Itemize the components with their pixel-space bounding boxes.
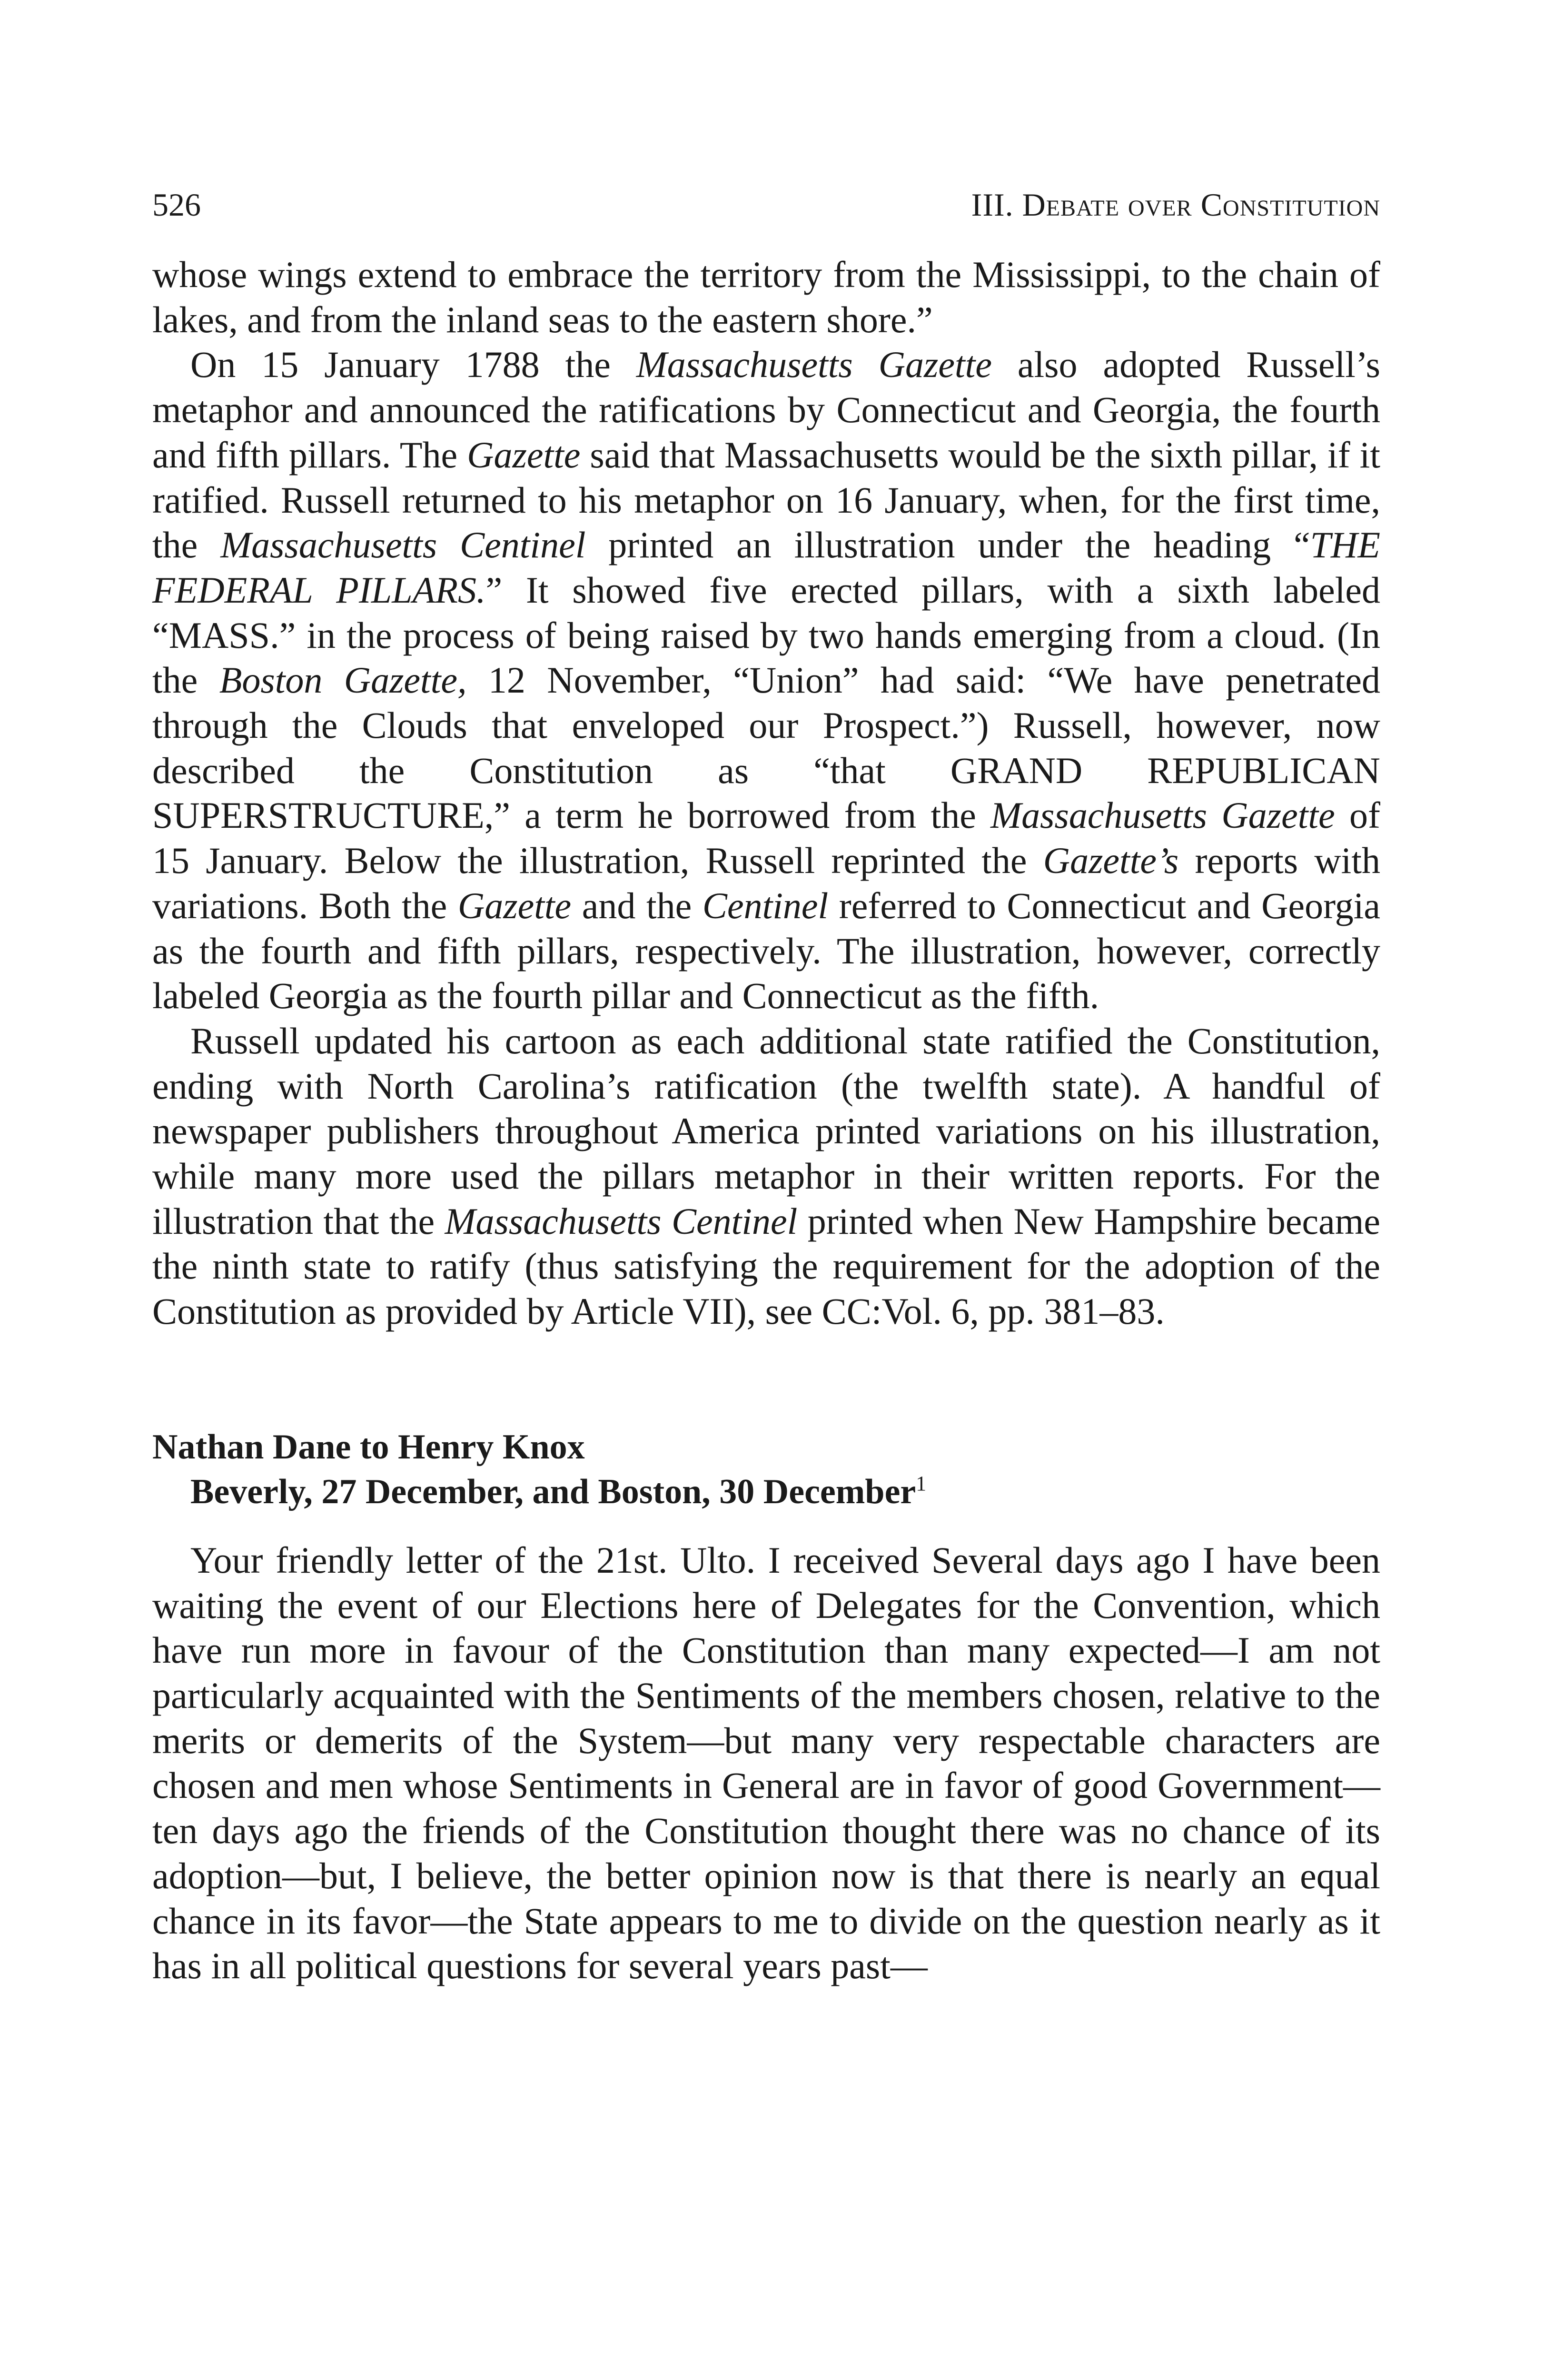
- paragraph-cartoon-updates: Russell updated his cartoon as each additional state ratified the Constitution, ending with North Carolina’s ratification (the twelfth state). A handful of newspaper publishers throughout America printed variations on his illustration, while many more used the pillars metaphor in their written reports. For the illustration that the Massachusetts Centinel printed when New Hampshire became the ninth state to ratify (thus satisfying the requirement for the adoption of the Constitution as provided by Article VII), see CC:Vol. 6, pp. 381–83.: [152, 1020, 1380, 1332]
- footnote-marker: 1: [916, 1471, 927, 1495]
- letter-paragraph: Your friendly letter of the 21st. Ulto. I received Several days ago I have been waiting the event of our Elections here of Delegates for the Convention, which have run more in favour of the Constitution than many expected—I am not particularly acquainted with the Sentiments of the members chosen, relative to the merits or demerits of the System—but many very respectable characters are chosen and men whose Sentiments in General are in favor of good Government—ten days ago the friends of the Constitution thought there was no chance of its adoption—but, I believe, the better opinion now is that there is nearly an equal chance in its favor—the State appears to me to divide on the question nearly as it has in all political questions for several years past—: [152, 1539, 1380, 1987]
- letter-heading-title: Nathan Dane to Henry Knox: [152, 1427, 585, 1467]
- paragraph-continued: whose wings extend to embrace the territory from the Mississippi, to the chain of lakes, and from the inland seas to the eastern shore.”: [152, 254, 1380, 340]
- page-number: 526: [152, 187, 201, 223]
- running-head: [152, 183, 1380, 226]
- commentary-text: [152, 252, 1380, 1334]
- book-page: [152, 183, 1380, 1989]
- letter-heading-dateline: Beverly, 27 December, and Boston, 30 December$^1$: [190, 1471, 927, 1511]
- letter-heading: [152, 1425, 1380, 1514]
- running-head-title: III. Debate over Constitution: [971, 187, 1380, 223]
- paragraph-pillars: On 15 January 1788 the Massachusetts Gazette also adopted Russell’s metaphor and announced the ratifications by Connecticut and Georgia, the fourth and fifth pillars. The Gazette said that Massachusetts would be the sixth pillar, if it ratified. Russell returned to his metaphor on 16 January, when, for the first time, the Massachusetts Centinel printed an illustration under the heading “THE FEDERAL PILLARS.” It showed five erected pillars, with a sixth labeled “MASS.” in the process of being raised by two hands emerging from a cloud. (In the Boston Gazette, 12 November, “Union” had said: “We have penetrated through the Clouds that enveloped our Prospect.”) Russell, however, now described the Constitution as “that GRAND REPUBLICAN SUPERSTRUCTURE,” a term he borrowed from the Massachusetts Gazette of 15 January. Below the illustration, Russell reprinted the Gazette’s reports with variations. Both the Gazette and the Centinel referred to Connecticut and Georgia as the fourth and fifth pillars, respectively. The illustration, however, correctly labeled Georgia as the fourth pillar and Connecticut as the fifth.: [152, 344, 1381, 1017]
- letter-text: [152, 1538, 1380, 1989]
